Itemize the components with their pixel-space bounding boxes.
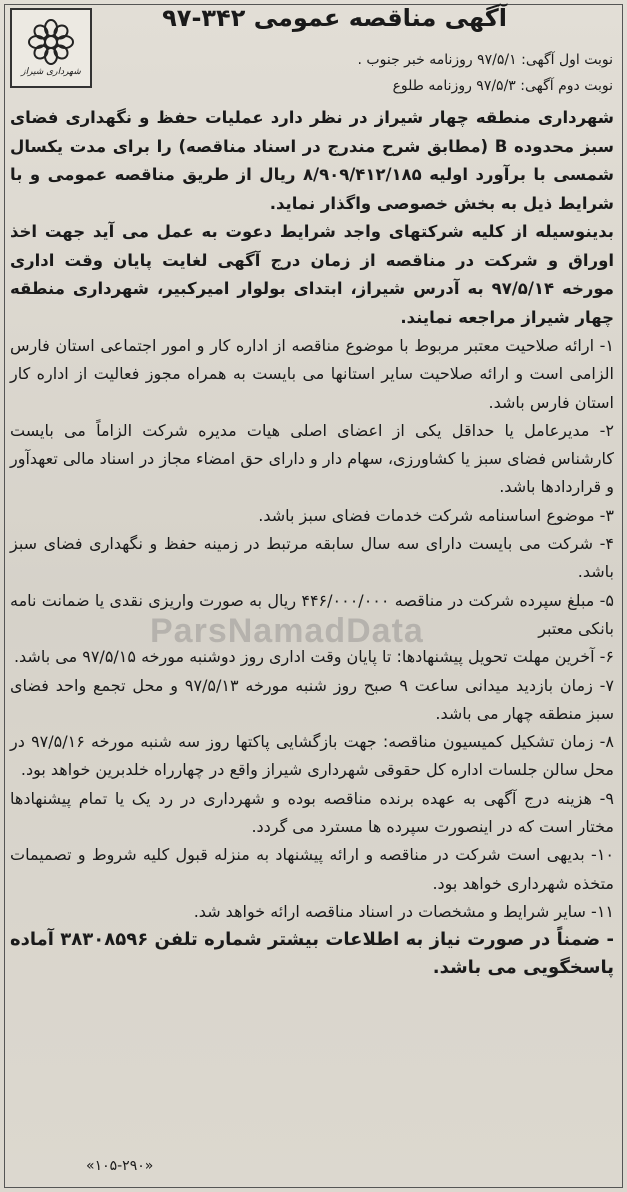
intro-paragraph: شهرداری منطقه چهار شیراز در نظر دارد عملیات حفظ و نگهداری فضای سبز محدوده B (مطابق شرح مندرج در اسناد مناقصه) را برای مدت یکسال شمسی با برآورد اولیه ۸/۹۰۹/۴۱۲/۱۸۵ ریال از طریق مناقصه عمومی و با شرایط ذیل به بخش خصوصی واگذار نماید. [10, 108, 614, 213]
condition-item: ۵- مبلغ سپرده شرکت در مناقصه ۴۴۶/۰۰۰/۰۰۰ ریال به صورت واریزی نقدی یا ضمانت نامه بانکی معتبر [10, 590, 615, 638]
condition-item: ۷- زمان بازدید میدانی ساعت ۹ صبح روز شنبه مورخه ۹۷/۵/۱۳ و محل تجمع واحد فضای سبز منطقه چهار می باشد. [10, 675, 615, 723]
watermark: ParsNamadData [150, 612, 424, 650]
municipality-logo [10, 8, 92, 88]
condition-item: ۹- هزینه درج آگهی به عهده برنده مناقصه بوده و شهرداری در رد یک یا تمام پیشنهادها مختار است که در اینصورت سپرده ها مسترد می گردد. [10, 788, 614, 837]
condition-item: ۱۰- بدیهی است شرکت در مناقصه و ارائه پیشنهاد به منزله قبول کلیه شروط و تصمیمات متخذه شهرداری خواهد بود. [10, 845, 614, 893]
logo-script: شهرداری شیراز [21, 67, 81, 77]
first-publication-line: نوبت اول آگهی: ۹۷/۵/۱ روزنامه خبر جنوب . [357, 52, 613, 68]
condition-item: ۳- موضوع اساسنامه شرکت خدمات فضای سبز باشد. [258, 505, 614, 525]
condition-item: ۴- شرکت می بایست دارای سه سال سابقه مرتبط در زمینه حفظ و نگهداری فضای سبز باشد. [10, 534, 614, 582]
header [0, 0, 627, 110]
condition-item: ۱۱- سایر شرایط و مشخصات در اسناد مناقصه ارائه خواهد شد. [193, 901, 614, 921]
contact-phone-line: - ضمناً در صورت نیاز به اطلاعات بیشتر شماره تلفن ۳۸۳۰۸۵۹۶ آماده پاسخگویی می باشد. [10, 929, 615, 979]
condition-item: ۶- آخرین مهلت تحویل پیشنهادها: تا پایان وقت اداری روز دوشنبه مورخه ۹۷/۵/۱۵ می باشد. [13, 647, 614, 667]
condition-item: ۲- مدیرعامل یا حداقل یکی از اعضای اصلی هیات مدیره شرکت الزاماً می بایست کارشناس فضای سبز یا کشاورزی، سهام دار و دارای حق امضاء مجاز در اسناد مالی تعهدآور و قراردادها باشد. [10, 420, 614, 497]
second-publication-line: نوبت دوم آگهی: ۹۷/۵/۳ روزنامه طلوع [392, 78, 613, 94]
condition-item: ۱- ارائه صلاحیت معتبر مربوط با موضوع مناقصه از اداره کار و امور اجتماعی استان فارس الزامی است و ارائه صلاحیت سایر استانها می بایست به همراه مجوز فعالیت از اداره کار استان فارس باشد. [10, 336, 614, 412]
notice-title: آگهی مناقصه عمومی ۳۴۲-۹۷ [162, 4, 507, 32]
notice-body [10, 104, 614, 982]
invitation-paragraph: بدینوسیله از کلیه شرکتهای واجد شرایط دعوت به عمل می آید جهت اخذ اوراق و شرکت در مناقصه از زمان درج آگهی لغایت پایان وقت اداری مورخه ۹۷/۵/۱۴ به آدرس شیراز، ابتدای بولوار امیرکبیر، شهرداری منطقه چهار شیراز مراجعه نمایند. [10, 222, 614, 327]
flower-logo-icon [28, 19, 74, 65]
ad-code: «۱۰۵-۲۹۰» [86, 1158, 154, 1174]
condition-item: ۸- زمان تشکیل کمیسیون مناقصه: جهت بازگشایی پاکتها روز سه شنبه مورخه ۹۷/۵/۱۶ در محل سالن جلسات اداره کل حقوقی شهرداری شیراز واقع در چهارراه خلدبرین خواهد بود. [10, 732, 615, 780]
